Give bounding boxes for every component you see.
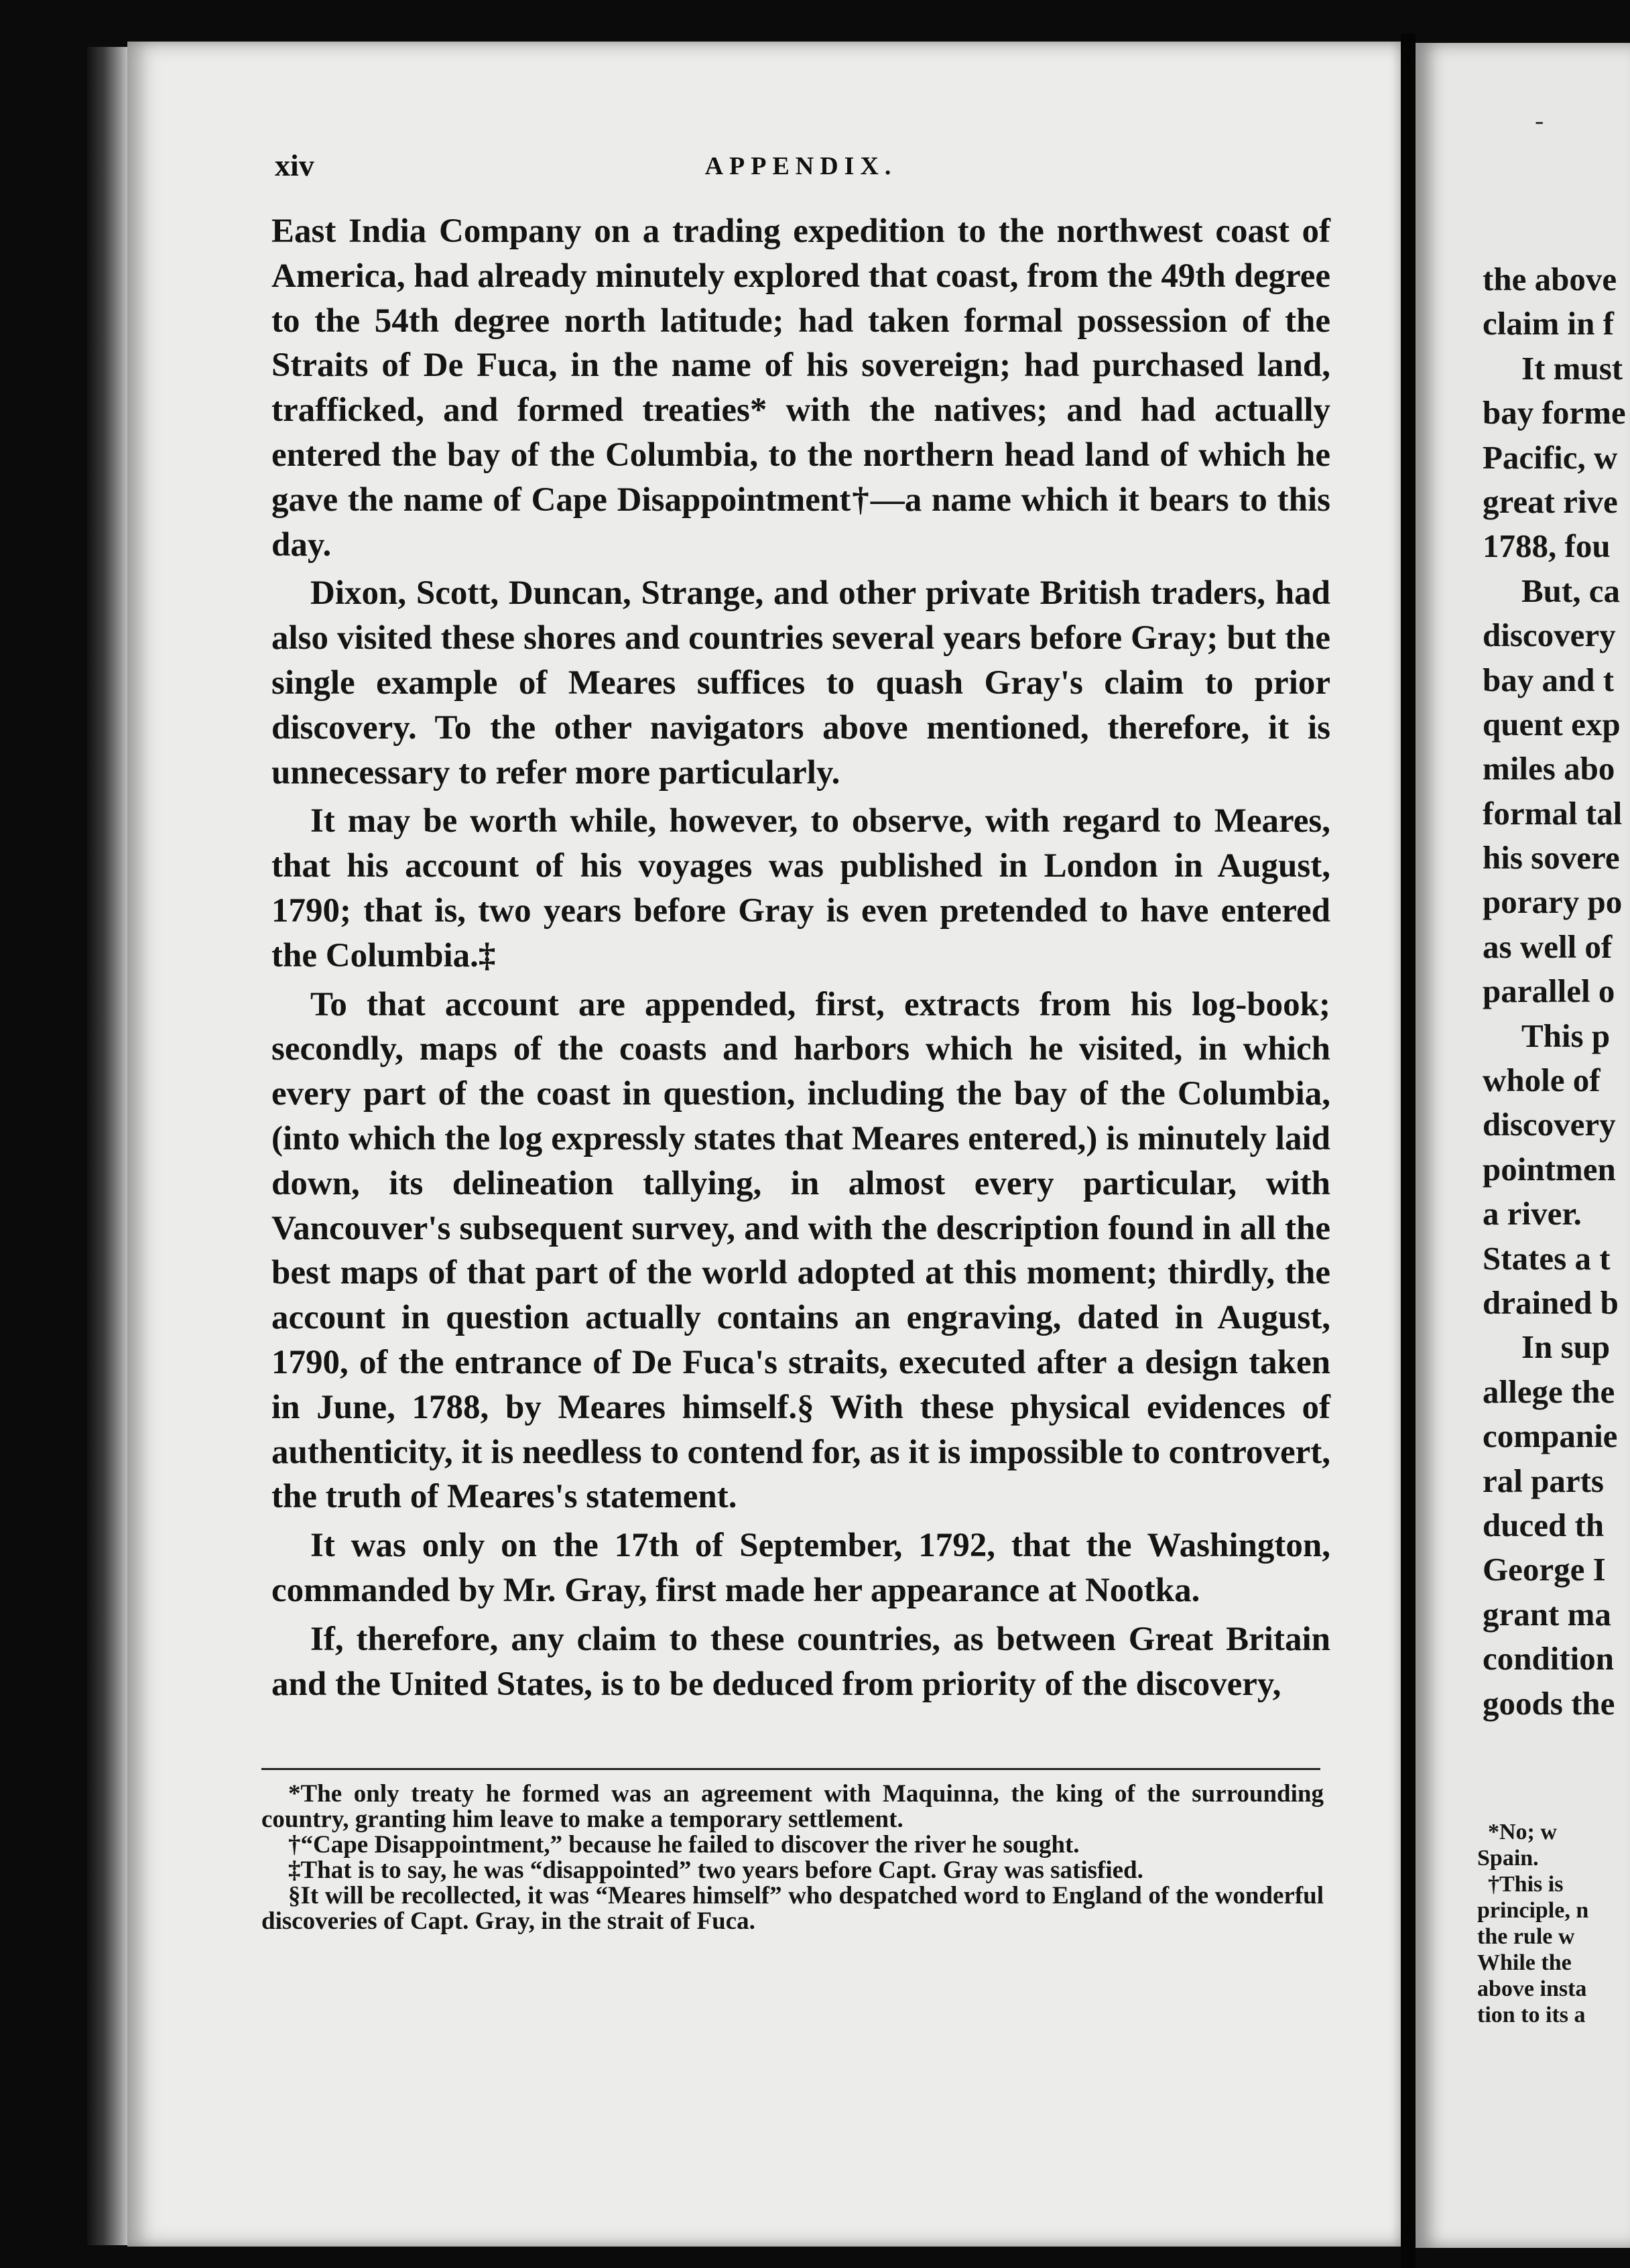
text-line: a river. xyxy=(1483,1195,1582,1233)
text-line: States a t xyxy=(1483,1239,1611,1277)
text-line: George I xyxy=(1483,1551,1606,1588)
footnote-line: Spain. xyxy=(1477,1846,1539,1871)
text-line: bay and t xyxy=(1483,661,1615,698)
text-line: drained b xyxy=(1483,1283,1619,1321)
footnote-divider xyxy=(261,1768,1320,1770)
footnote-line: tion to its a xyxy=(1477,2003,1586,2027)
text-line: quent exp xyxy=(1483,705,1621,743)
paragraph: If, therefore, any claim to these countries, as between Great Britain and the United States, is to be deduced from priority of the discovery, xyxy=(271,1620,1330,1703)
text-line: Pacific, w xyxy=(1483,438,1618,476)
text-line: 1788, fou xyxy=(1483,527,1611,565)
paragraph: East India Company on a trading expedition to the northwest coast of America, had already minutely explored that coast, from the 49th degree to the 54th degree north latitude; had taken formal possession of the Straits of De Fuca, in the name of his sovereign; had purchased land, trafficked, and formed treaties* with the natives; and had actually entered the bay of the Columbia, to the northern head land of which he gave the name of Cape Disappointment†—a name which it bears to this day. xyxy=(271,212,1330,564)
text-line: pointmen xyxy=(1483,1150,1616,1188)
text-line: the above xyxy=(1483,261,1617,298)
paragraph: It was only on the 17th of September, 1792, that the Washington, commanded by Mr. Gray, first made her appearance at Nootka. xyxy=(271,1527,1330,1609)
paragraph: It may be worth while, however, to observe, with regard to Meares, that his account of his voyages was published in London in August, 1790; that is, two years before Gray is even pretended to have entered the Columbia.‡ xyxy=(271,802,1330,974)
footnote: †“Cape Disappointment,” because he failed to discover the river he sought. xyxy=(288,1831,1080,1858)
page-fold-shadow xyxy=(1401,34,1416,2268)
text-line: duced th xyxy=(1483,1506,1605,1544)
text-line: allege the xyxy=(1483,1373,1615,1410)
page-number: xiv xyxy=(275,148,314,182)
text-line: discovery xyxy=(1483,1106,1616,1143)
text-line: parallel o xyxy=(1483,972,1615,1010)
text-line: claim in f xyxy=(1483,305,1614,342)
body-text xyxy=(271,209,1330,1710)
text-line: bay forme xyxy=(1483,394,1626,432)
footnote-line: above insta xyxy=(1477,1976,1587,2001)
text-line: miles abo xyxy=(1483,750,1615,788)
footnote-line: †This is xyxy=(1488,1872,1564,1897)
text-line: porary po xyxy=(1483,883,1623,921)
running-title: APPENDIX. xyxy=(704,152,897,180)
running-head xyxy=(275,147,1327,188)
text-line: This p xyxy=(1521,1017,1611,1054)
text-line: as well of xyxy=(1483,928,1613,965)
book-gutter-shadow xyxy=(87,47,127,2245)
text-line: whole of xyxy=(1483,1062,1601,1099)
text-line: formal tal xyxy=(1483,794,1623,832)
text-line: In sup xyxy=(1521,1328,1611,1366)
text-line: companie xyxy=(1483,1418,1618,1455)
text-line: his sovere xyxy=(1483,839,1620,877)
text-line: But, ca xyxy=(1521,572,1620,609)
footnote: ‡That is to say, he was “disappointed” two years before Capt. Gray was satisfied. xyxy=(288,1856,1143,1884)
right-page-text xyxy=(1483,257,1630,1726)
text-line: condition xyxy=(1483,1640,1615,1678)
footnotes xyxy=(261,1781,1324,1934)
text-line: It must xyxy=(1521,349,1623,387)
text-line: ral parts xyxy=(1483,1462,1604,1499)
paragraph: To that account are appended, first, extracts from his log-book; secondly, maps of the coasts and harbors which he visited, in which every part of the coast in question, including the bay of the Columbia, (into which the log expressly states that Meares entered,) is minutely laid down, its delineation tallying, in almost every particular, with Vancouver's subsequent survey, and with the description found in all the best maps of that part of the world adopted at this moment; thirdly, the account in question actually contains an engraving, dated in August, 1790, of the entrance of De Fuca's straits, executed after a design taken in June, 1788, by Meares himself.§ With these physical evidences of authenticity, it is needless to contend for, as it is impossible to controvert, the truth of Meares's statement. xyxy=(271,985,1330,1516)
right-page-footnotes xyxy=(1477,1819,1630,2028)
text-line: discovery xyxy=(1483,617,1616,654)
footnote: *The only treaty he formed was an agreement with Maquinna, the king of the surrounding country, granting him leave to make a temporary settlement. xyxy=(261,1780,1324,1833)
footnote: §It will be recollected, it was “Meares himself” who despatched word to England of the wonderful discoveries of Capt. Gray, in the strait of Fuca. xyxy=(261,1882,1324,1935)
text-line: great rive xyxy=(1483,483,1618,520)
footnote-line: the rule w xyxy=(1477,1924,1575,1949)
margin-mark: - xyxy=(1535,105,1544,135)
footnote-line: principle, n xyxy=(1477,1898,1589,1923)
right-page xyxy=(1416,43,1630,2248)
paragraph: Dixon, Scott, Duncan, Strange, and other private British traders, had also visited these shores and countries several years before Gray; but the single example of Meares suffices to quash Gray's claim to prior discovery. To the other navigators above mentioned, therefore, it is unnecessary to refer more particularly. xyxy=(271,574,1330,792)
footnote-line: While the xyxy=(1477,1950,1572,1975)
text-line: goods the xyxy=(1483,1684,1615,1722)
footnote-line: *No; w xyxy=(1488,1820,1557,1844)
text-line: grant ma xyxy=(1483,1595,1611,1633)
